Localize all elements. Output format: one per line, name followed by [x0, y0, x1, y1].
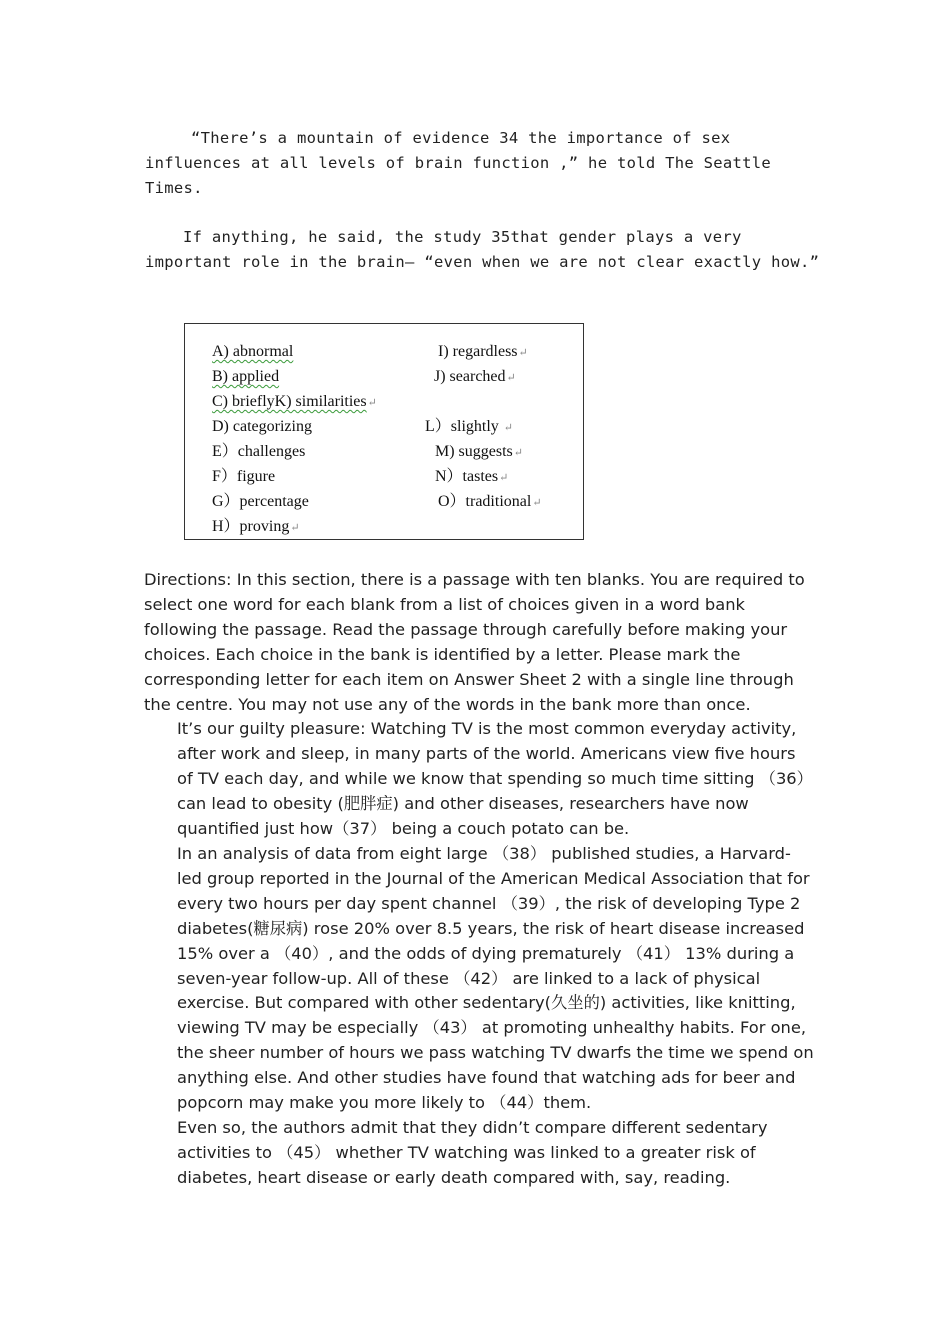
word-option-d: D) categorizing — [212, 418, 312, 435]
passage-main-paragraph-2: In an analysis of data from eight large （38） published studies, a Harvard-led group reported in the Journal of the American Medical Association that for every two hours per day spent channel （39）, the risk of developing Type 2 diabetes(糖尿病) rose 20% over 8.5 years, the risk of heart disease increased 15% over a （40）, and the odds of dying prematurely （41） 13% during a seven-year follow-up. All of these （42） are linked to a lack of physical exercise. But compared with other sedentary(久坐的) activities, like knitting, viewing TV may be especially （43） at promoting unhealthy habits. For one, the sheer number of hours we pass watching TV dwarfs the time we spend on anything else. And other studies have found that watching ads for beer and popcorn may make you more likely to （44）them. — [177, 843, 814, 1113]
passage-top-paragraph-2: If anything, he said, the study 35that gender plays a very important role in the brain— “even when we are not clear exactly how.” — [145, 228, 820, 271]
directions-text: Directions: In this section, there is a passage with ten blanks. You are required to select one word for each blank from a list of choices given in a word bank following the passage. Read the passage through carefully before making your choices. Each choice in the bank is identified by a letter. Please mark the corresponding letter for each item on Answer Sheet 2 with a single line through the centre. You may not use any of the words in the bank more than once. — [144, 570, 805, 714]
word-option-g: G）percentage — [212, 493, 309, 510]
word-option-n: N）tastes↵ — [435, 468, 509, 485]
passage-top-paragraph-1: “There’s a mountain of evidence 34 the importance of sex influences at all levels of brain function ,” he told The Seattle Times. — [145, 129, 772, 197]
word-option-e: E）challenges — [212, 443, 306, 460]
word-option-m: M) suggests↵ — [435, 443, 523, 460]
word-option-a: A) abnormal — [212, 343, 294, 360]
word-option-j: J) searched↵ — [434, 368, 516, 385]
word-bank-box — [184, 323, 584, 540]
word-option-c-k: C) brieflyK) similarities↵ — [212, 393, 377, 410]
word-option-l: L）slightly ↵ — [425, 418, 514, 435]
word-option-h: H）proving↵ — [212, 518, 300, 535]
directions-section — [144, 568, 814, 1191]
passage-main-paragraph-3: Even so, the authors admit that they didn’t compare different sedentary activities to （45） whether TV watching was linked to a greater risk of diabetes, heart disease or early death compared with, say, reading. — [177, 1117, 768, 1187]
word-option-b: B) applied — [212, 368, 280, 385]
word-option-o: O）traditional↵ — [438, 493, 542, 510]
passage-main-paragraph-1: It’s our guilty pleasure: Watching TV is the most common everyday activity, after work and sleep, in many parts of the world. Americans view five hours of TV each day, and while we know that spending so much time sitting （36）can lead to obesity (肥胖症) and other diseases, researchers have now quantified just how（37） being a couch potato can be. — [177, 719, 813, 839]
word-option-f: F）figure — [212, 468, 276, 485]
word-option-i: I) regardless↵ — [438, 343, 528, 360]
